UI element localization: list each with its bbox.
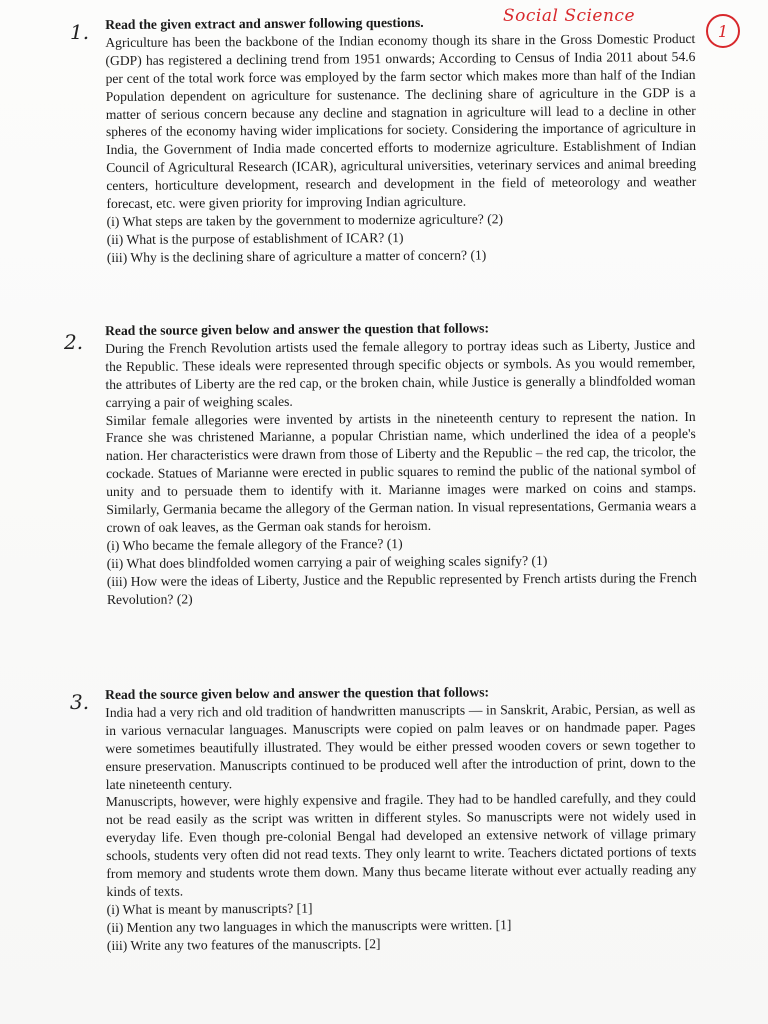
sub-question: (ii) What does blindfolded women carrying a pair of weighing scales signify? (1) xyxy=(106,552,548,571)
sub-question: (i) Who became the female allegory of the France? (1) xyxy=(106,535,403,553)
handwritten-page-number: 1 xyxy=(706,14,740,48)
extract-paragraph: Manuscripts, however, were highly expensive and fragile. They had to be handled carefully, and they could not be read easily as the script was written in different styles. So manuscripts were not widely used in everyday life. Even though pre-colonial Bengal had developed an extensive network of village primary schools, students very often did not read texts. They only learnt to write. Teachers dictated portions of texts from memory and students wrote them down. Many thus became literate without ever actually reading any kinds of texts. xyxy=(105,790,697,900)
sub-question: (i) What steps are taken by the government to modernize agriculture? (2) xyxy=(106,211,504,230)
extract-paragraph: Agriculture has been the backbone of the Indian economy though its share in the Gross Domestic Product (GDP) has registered a declining trend from 1951 onwards; According to Census of India 2011 about 54.6 per cent of the total work force was employed by the farm sector which makes more than half of the Indian Population dependent on agriculture for sustenance. The declining share of agriculture in the GDP is a matter of serious concern because any decline and stagnation in agriculture will lead to a decline in other spheres of the economy having wider implications for society. Considering the importance of agriculture in India, the Government of India made concerted efforts to modernize agriculture. Establishment of Indian Council of Agricultural Research (ICAR), agricultural universities, veterinary services and animal breeding centers, horticulture development, research and development in the field of meteorology and weather forecast, etc. were given priority for improving Indian agriculture. xyxy=(105,30,697,212)
sub-question: (iii) Write any two features of the manuscripts. [2] xyxy=(106,935,381,953)
sub-question: (ii) Mention any two languages in which the manuscripts were written. [1] xyxy=(106,917,512,935)
question-number-2: 2. xyxy=(64,330,84,354)
handwritten-subject-note: Social Science xyxy=(503,6,636,26)
question-heading: Read the source given below and answer the question that follows: xyxy=(105,684,490,703)
question-heading: Read the source given below and answer the question that follows: xyxy=(105,320,490,339)
question-number-3: 3. xyxy=(70,690,90,714)
question-block-2 xyxy=(105,318,697,609)
sub-question: (iii) Why is the declining share of agriculture a matter of concern? (1) xyxy=(106,247,487,265)
sub-question: (ii) What is the purpose of establishment of ICAR? (1) xyxy=(106,229,404,247)
extract-paragraph: India had a very rich and old tradition of handwritten manuscripts — in Sanskrit, Arabic, Persian, as well as in various vernacular languages. Manuscripts were copied on palm leaves or on handmade paper. Pages were sometimes beautifully illustrated. They would be either pressed wooden covers or sewn together to ensure preservation. Manuscripts continued to be produced well after the introduction of print, down to the late nineteenth century. xyxy=(105,700,696,792)
question-number-1: 1. xyxy=(70,20,90,44)
sub-question: (i) What is meant by manuscripts? [1] xyxy=(106,900,313,917)
sub-question: (iii) How were the ideas of Liberty, Justice and the Republic represented by French artists during the French Revolution? (2) xyxy=(106,569,697,607)
extract-paragraph: Similar female allegories were invented by artists in the nineteenth century to represent the nation. In France she was christened Marianne, a popular Christian name, which underlined the idea of a people's nation. Her characteristics were drawn from those of Liberty and the Republic – the red cap, the tricolor, the cockade. Statues of Marianne were erected in public squares to remind the public of the national symbol of unity and to persuade them to identify with it. Marianne images were marked on coins and stamps. Similarly, Germania became the allegory of the German nation. In visual representations, Germania wears a crown of oak leaves, as the German oak stands for heroism. xyxy=(105,408,697,536)
question-block-1 xyxy=(105,12,697,267)
question-block-3 xyxy=(105,682,697,955)
extract-paragraph: During the French Revolution artists used the female allegory to portray ideas such as Liberty, Justice and the Republic. These ideals were represented through specific objects or symbols. As you would remember, the attributes of Liberty are the red cap, or the broken chain, while Justice is generally a blindfolded woman carrying a pair of weighing scales. xyxy=(105,336,696,410)
question-heading: Read the given extract and answer following questions. xyxy=(105,14,424,33)
